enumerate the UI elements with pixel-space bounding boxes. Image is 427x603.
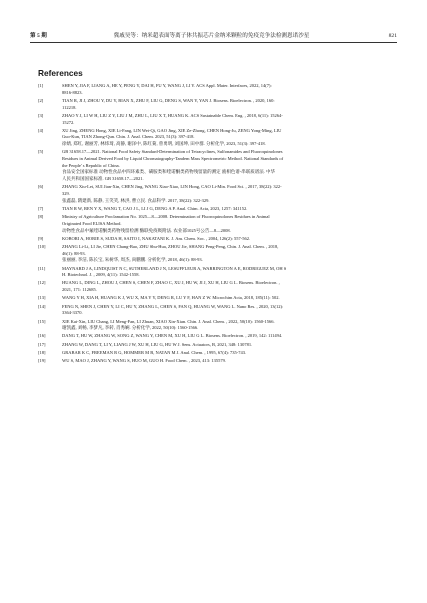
reference-text-line: HUANG L, DING L, ZHOU J, CHEN S, CHEN F, ZHAO C, XU J, HU W, JI J, XU H, LIU G L. Biosens. Bioelectron. ,	[62, 280, 280, 286]
reference-text-line: Originated Food ELISA Method.	[62, 220, 122, 226]
reference-item	[38, 98, 390, 111]
reference-item	[38, 128, 390, 148]
reference-number: [16]	[38, 333, 46, 339]
reference-text-line: H. Biotechnol. J. , 2009, 4(11): 1542-1558.	[62, 272, 140, 278]
reference-number: [7]	[38, 205, 44, 211]
reference-text-line: GB 31658.17—2021. National Food Safety Standard-Determination of Tetracyclines, Sulfonamides and Fluoroquinolones	[62, 149, 283, 155]
reference-text-line: 3364-3370.	[62, 310, 83, 316]
reference-item	[38, 113, 390, 126]
reference-text-line: MAYNARD J A, LINDQUIST N C, SUTHERLAND J N, LESUFFLEUR A, WARRINGTON A E, RODRIGUEZ M, OH S	[62, 265, 287, 271]
reference-number: [9]	[38, 235, 44, 241]
reference-item	[38, 358, 390, 365]
reference-list	[38, 83, 390, 366]
reference-text-line: 张鑫磊, 隋建新, 陈静, 王笑笑, 林洪, 曹立民. 食品科学. 2017, 38(22): 322-329.	[62, 197, 210, 203]
reference-text-line: Guo-Kun, TIAN Zhong-Qun. Chin. J. Anal. Chem. 2023, 51(3): 397-418.	[62, 134, 195, 140]
reference-item	[38, 266, 390, 279]
reference-text-line: 食品安全国家标准 动物性食品中四环素类、磺胺类和喹诺酮类药物残留量的测定 液相色谱-串联质谱法. 中华	[62, 169, 275, 175]
reference-text-line: Residues in Animal Derived Food by Liquid Chromatography-Tandem Mass Spectrometric Method. National Standards of	[62, 156, 284, 162]
reference-number: [10]	[38, 243, 46, 249]
reference-number: [11]	[38, 265, 46, 271]
reference-item	[38, 295, 390, 302]
reference-number: [12]	[38, 280, 46, 286]
reference-number: [6]	[38, 184, 44, 190]
page-number: 821	[388, 33, 397, 39]
reference-item	[38, 350, 390, 357]
reference-text-line: ZHANG W, DANG T, LI Y, LIANG J W, XU H, LIU G, HU W J. Sens. Actuators, B, 2021, 348: 130781.	[62, 341, 253, 347]
issue-label: 第 5 期	[30, 33, 47, 39]
reference-item	[38, 83, 390, 96]
reference-text-line: FENG N, SHEN J, CHEN Y, LI C, HU Y, ZHANG L, CHEN S, FAN Q, HUANG W, WANG L. Nano Res. , 2020, 13(12):	[62, 303, 284, 309]
reference-text-line: KOBORI A, HORIE S, SUDA H, SAITO I, NAKATANI K. J. Am. Chem. Soc. , 2004, 126(2): 557-562.	[62, 235, 251, 241]
reference-text-line: SHEN Y, JIA F, LIANG A, HE Y, PENG Y, DAI H, FU Y, WANG J, LI Y. ACS Appl. Mater. Interfaces, 2022, 14(7):	[62, 83, 272, 88]
reference-text-line: the People' s Republic of China.	[62, 162, 120, 168]
reference-text-line: 徐婧, 郑红, 谢丽芳, 林炜琦, 高静, 谢泽中, 陈红菊, 曾勇明, 刘国坤, 田中群. 分析化学, 2023, 51(3): 397-418.	[62, 141, 266, 147]
reference-number: [18]	[38, 349, 46, 355]
reference-item	[38, 342, 390, 349]
reference-item	[38, 333, 390, 340]
reference-text-line: ZHAO Y J, LI W H, LIU Z Y, LIU J M, ZHU L, LIU X T, HUANG K. ACS Sustainable Chem. Eng. , 2018, 6(11): 15264-	[62, 112, 283, 118]
reference-text-line: 329.	[62, 191, 70, 197]
reference-text-line: TIAN R W, REN Y X, WANG T, CAO J L, LI J G, DENG A P. Anal. Chim. Acta, 2023, 1257: 341152.	[62, 205, 248, 211]
reference-text-line: WANG Y H, XIA H, HUANG K J, WU X, MA Y Y, DENG R, LU Y F, HAN Z W. Microchim Acta, 2018, 185(11): 502.	[62, 295, 280, 301]
running-header	[30, 30, 397, 43]
reference-number: [5]	[38, 149, 44, 155]
reference-text-line: ZHANG Xiu-Lei, SUI Jian-Xin, CHEN Jing, WANG Xiao-Xiao, LIN Hong, CAO Li-Min. Food Sci. , 2017, 38(22): 322-	[62, 184, 282, 190]
reference-text-line: WU S, MAO J, ZHANG Y, WANG S, HUO M, GUO H. Food Chem. , 2023, 413: 135579.	[62, 358, 227, 364]
reference-number: [17]	[38, 341, 46, 347]
reference-number: [19]	[38, 358, 46, 364]
running-title: 冀戚昊等：纳米超表面等离子体共振芯片金纳米颗粒的免疫竞争法检测恩诺沙星	[113, 33, 310, 39]
reference-number: [4]	[38, 127, 44, 133]
references-heading: References	[38, 68, 83, 78]
reference-text-line: 动物性食品中氟喹诺酮类药物残留检测 酶联免疫吸附法. 农业部1025号公告—8—2008.	[62, 227, 231, 233]
reference-text-line: ZHANG Li-Li, LI Jie, CHEN Chang-Bao, ZHU Shu-Hua, ZHOU Jie, SHANG Peng-Peng, Chin. J. Anal. Chem. , 2018,	[62, 243, 279, 249]
reference-item	[38, 319, 390, 332]
reference-text-line: 2021, 171: 112685.	[62, 287, 97, 293]
reference-item	[38, 304, 390, 317]
reference-text-line: 谢凯鑫, 刘畅, 李梦凡, 李转, 肖秀娴. 分析化学, 2022, 50(10): 1560-1566.	[62, 325, 199, 331]
reference-number: [1]	[38, 83, 44, 88]
reference-number: [14]	[38, 303, 46, 309]
reference-text-line: 张丽丽, 李洁, 陈长宝, 朱树华, 周杰, 尚鹏鹏. 分析化学, 2018, 46(1): 88-93.	[62, 257, 203, 263]
reference-text-line: DANG T, HU W, ZHANG W, SONG Z, WANG Y, CHEN M, XU H, LIU G L. Biosens. Bioelectron. , 2019, 142: 111494.	[62, 333, 283, 339]
reference-text-line: XU Jing, ZHENG Hong, XIE Li-Fang, LIN Wei-Qi, GAO Jing, XIE Ze-Zhong, CHEN Hong-Ju, ZENG Yong-Ming, LIU	[62, 127, 282, 133]
reference-text-line: Ministry of Agriculture Proclamation No. 1025—8—2008. Determination of Fluoroquinolones Residues in Animal	[62, 214, 270, 220]
reference-item	[38, 184, 390, 204]
reference-item	[38, 280, 390, 293]
reference-item	[38, 206, 390, 213]
reference-text-line: TIAN R, JI J, ZHOU Y, DU Y, BIAN X, ZHU F, LIU G, DENG S, WAN Y, YAN J. Biosens. Bioelectron. , 2020, 160:	[62, 97, 275, 103]
reference-number: [2]	[38, 97, 44, 103]
reference-text-line: GRABAR K C, FREEMAN R G, HOMMER M B, NATAN M J. Anal. Chem. , 1995, 67(4): 735-743.	[62, 349, 247, 355]
reference-item	[38, 214, 390, 234]
reference-number: [13]	[38, 295, 46, 301]
reference-number: [3]	[38, 112, 44, 118]
reference-item	[38, 149, 390, 183]
reference-text-line: 15272.	[62, 119, 75, 125]
reference-item	[38, 244, 390, 264]
reference-text-line: 112218.	[62, 104, 77, 110]
reference-text-line: XIE Kai-Xin, LIU Chang, LI Meng-Fan, LI Zhuan, XIAO Xin-Xian. Chin. J. Anal. Chem. , 2022, 50(10): 1560-1566.	[62, 318, 275, 324]
reference-number: [15]	[38, 318, 46, 324]
reference-item	[38, 236, 390, 243]
reference-text-line: 46(1): 88-93.	[62, 250, 86, 256]
reference-number: [8]	[38, 214, 44, 220]
reference-text-line: 人民共和国国家标准. GB 31658.17—2021.	[62, 176, 144, 182]
reference-text-line: 8816-8823.	[62, 89, 83, 95]
